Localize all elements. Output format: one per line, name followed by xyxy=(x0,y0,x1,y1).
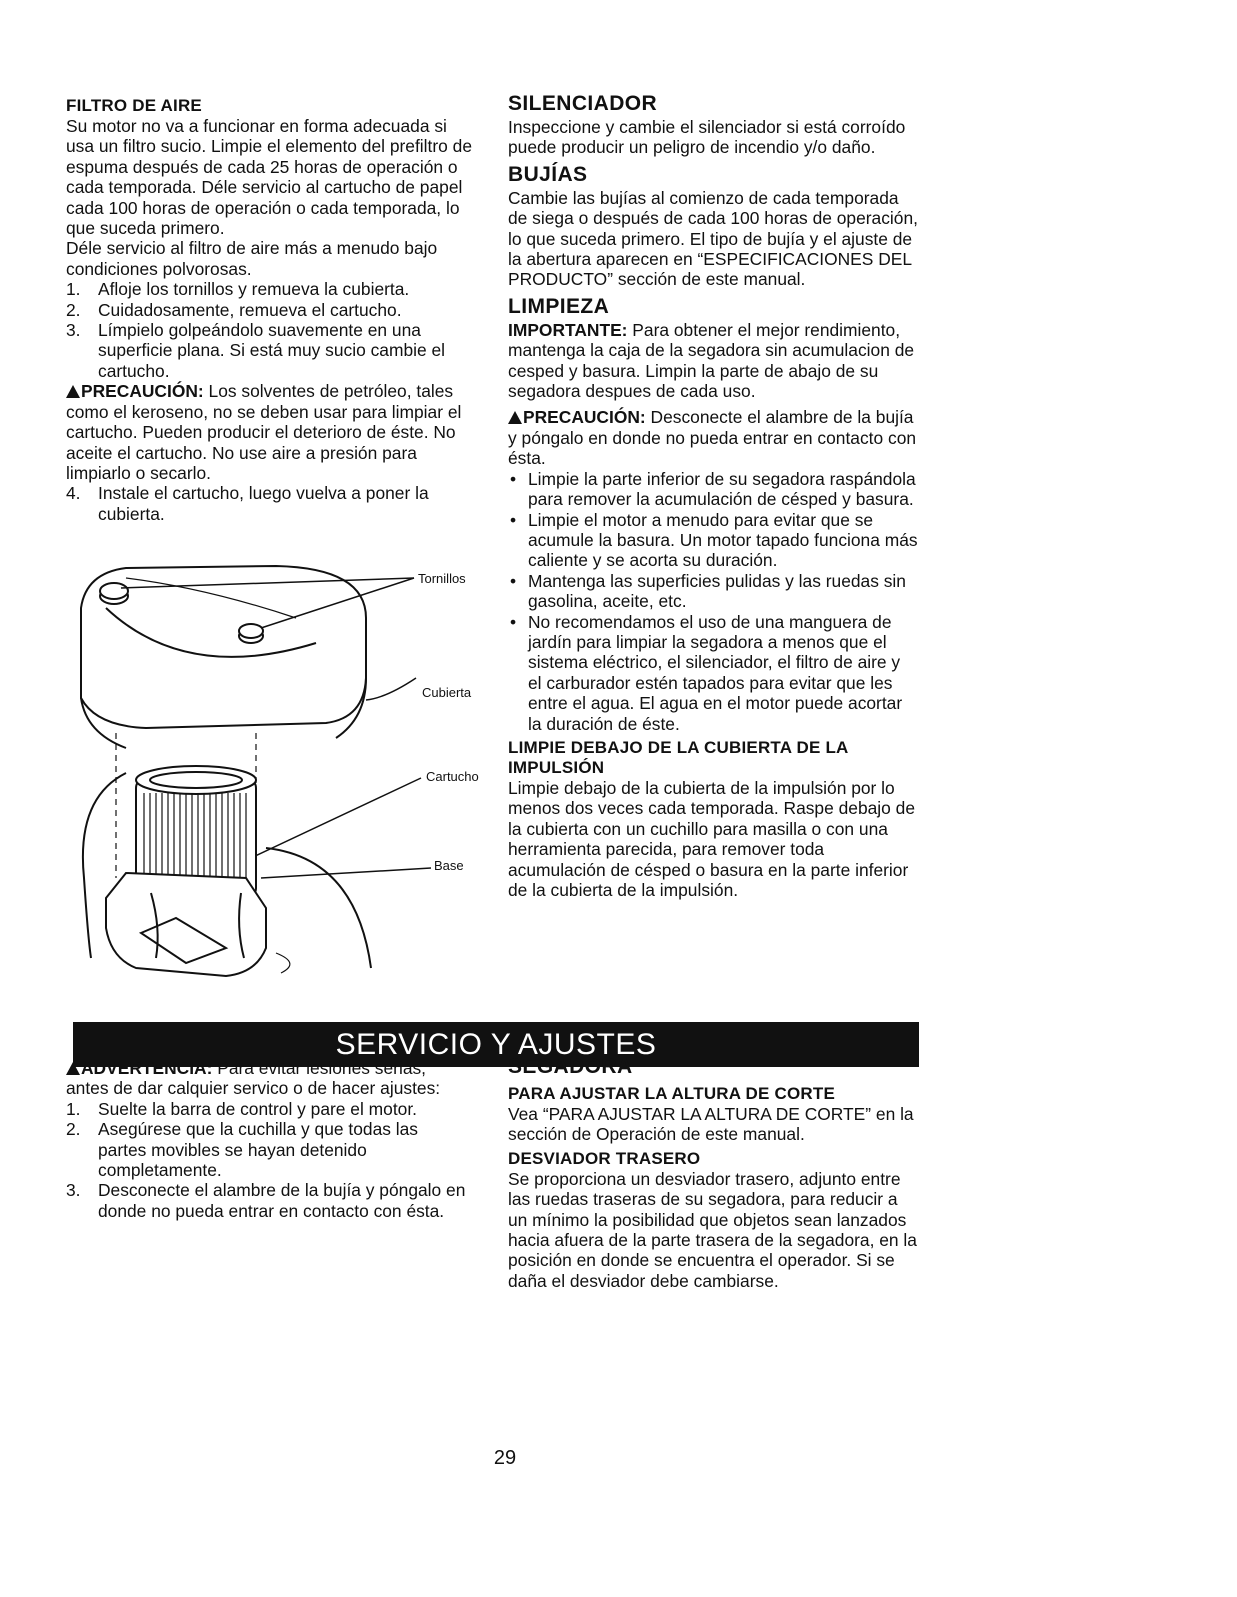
drive-cover-heading: LIMPIE DEBAJO DE LA CUBIERTA DE LA IMPULSIÓN xyxy=(508,737,848,777)
cleaning-caution xyxy=(508,407,918,468)
step-text: Suelte la barra de control y pare el motor. xyxy=(98,1098,418,1119)
cleaning-bullets xyxy=(508,469,918,734)
warning-steps xyxy=(66,1099,466,1221)
muffler-heading: SILENCIADOR xyxy=(508,92,658,115)
list-item xyxy=(66,320,476,381)
section-banner: SERVICIO Y AJUSTES xyxy=(73,1022,919,1067)
cleaning-heading: LIMPIEZA xyxy=(508,294,610,318)
label-cover: Cubierta xyxy=(422,685,472,700)
list-item xyxy=(66,483,476,524)
rear-deflector-heading: DESVIADOR TRASERO xyxy=(508,1148,701,1168)
rear-deflector-text: Se proporciona un desviador trasero, adjunto entre las ruedas traseras de su segadora, para reducir a un mínimo la posibilidad que objetos sean lanzados hacia afuera de la parte trasera de la segadora, en la posición en donde se encuentra el operador. Si se daña el desviador debe cambiarse. xyxy=(508,1168,917,1291)
step-text: Límpielo golpeándolo suavemente en una superficie plana. Si está muy sucio cambie el cartucho. xyxy=(98,320,446,381)
list-item: • Limpie la parte inferior de su segadora raspándola para remover la acumulación de césped y basura. xyxy=(508,469,918,510)
air-filter-caution xyxy=(66,381,476,483)
list-item: • Mantenga las superficies pulidas y las ruedas sin gasolina, aceite, etc. xyxy=(508,571,918,612)
mower-heading: SEGADORA xyxy=(508,1055,633,1078)
label-screws: Tornillos xyxy=(418,571,466,586)
caution-label: PRECAUCIÓN: xyxy=(81,381,204,402)
list-item: • No recomendamos el uso de una manguera de jardín para limpiar la segadora a menos que el sistema eléctrico, el silenciador, el filtro de aire y el carburador estén tapados para evitar que les entre el agua. El agua en el motor puede acortar la duración de éste. xyxy=(508,612,918,734)
list-item xyxy=(66,279,476,299)
step-text: Asegúrese que la cuchilla y que todas las partes movibles se hayan detenido completamente. xyxy=(98,1119,418,1181)
step-number: 3. xyxy=(66,1180,81,1201)
air-filter-steps xyxy=(66,279,476,381)
maintenance-right-column xyxy=(508,91,918,900)
important-text: Para obtener el mejor rendimiento, mantenga la caja de la segadora sin acumulacion de cesped y basura. Limpin la parte de abajo de su segadora despues de cada uso. xyxy=(508,319,915,402)
caution-label: PRECAUCIÓN: xyxy=(523,407,646,428)
step-text: Cuidadosamente, remueva el cartucho. xyxy=(98,299,402,320)
step-number: 3. xyxy=(66,320,81,341)
list-item xyxy=(66,1099,466,1119)
list-item xyxy=(66,1119,466,1180)
list-item xyxy=(66,1180,466,1221)
caution-text: Desconecte el alambre de la bujía y póngalo en donde no pueda entrar en contacto con ésta. xyxy=(508,407,917,469)
warning-triangle-icon xyxy=(508,411,522,424)
warning-triangle-icon xyxy=(66,385,80,398)
page-number: 29 xyxy=(493,1447,517,1469)
warning-section xyxy=(66,1058,466,1221)
spark-plugs-heading: BUJÍAS xyxy=(508,162,588,186)
caution-text: Los solventes de petróleo, tales como el keroseno, no se deben usar para limpiar el cartucho. Pueden producir el deterioro de éste. No aceite el cartucho. No use aire a presión para limpiarlo o secarlo. xyxy=(66,381,462,483)
warning-triangle-icon xyxy=(66,1062,80,1075)
muffler-text: Inspeccione y cambie el silenciador si está corroído puede producir un peligro de incendio y/o daño. xyxy=(508,117,906,158)
air-filter-diagram xyxy=(66,548,496,998)
step-number: 2. xyxy=(66,1119,81,1140)
warning-label: ADVERTENCIA: xyxy=(81,1058,213,1078)
label-base: Base xyxy=(434,858,464,873)
list-item: • Limpie el motor a menudo para evitar que se acumule la basura. Un motor tapado funciona más caliente y se acorta su duración. xyxy=(508,510,918,571)
cut-height-text: Vea “PARA AJUSTAR LA ALTURA DE CORTE” en la sección de Operación de este manual. xyxy=(508,1104,914,1145)
label-cartridge: Cartucho xyxy=(426,769,479,784)
air-filter-step-4 xyxy=(66,483,476,524)
step-text: Instale el cartucho, luego vuelva a poner la cubierta. xyxy=(98,483,429,524)
step-number: 2. xyxy=(66,299,81,320)
mower-section xyxy=(508,1054,918,1291)
cut-height-heading: PARA AJUSTAR LA ALTURA DE CORTE xyxy=(508,1084,835,1103)
step-number: 4. xyxy=(66,483,81,504)
spark-plugs-text: Cambie las bujías al comienzo de cada temporada de siega o después de cada 100 horas de operación, lo que suceda primero. El tipo de bujía y el ajuste de la abertura aparecen en “ESPECIFICACIONES DEL PRODUCTO” sección de este manual. xyxy=(508,187,918,290)
step-text: Desconecte el alambre de la bujía y póngalo en donde no pueda entrar en contacto con ésta. xyxy=(98,1180,466,1221)
warning-text: Para evitar lesiónes serias, antes de dar calquier servico o de hacer ajustes: xyxy=(66,1058,441,1099)
air-filter-intro: Su motor no va a funcionar en forma adecuada si usa un filtro sucio. Limpie el elemento del prefiltro de espuma después de cada 25 horas de operación o cada temporada. Déle servicio al cartucho de papel cada 100 horas de operación o cada temporada, lo que suceda primero. xyxy=(66,116,472,239)
list-item xyxy=(66,300,476,320)
cleaning-important xyxy=(508,320,918,402)
step-number: 1. xyxy=(66,279,81,300)
air-filter-heading: FILTRO DE AIRE xyxy=(66,96,202,115)
warning-intro xyxy=(66,1058,466,1099)
important-label: IMPORTANTE: xyxy=(508,319,628,340)
air-filter-section xyxy=(66,96,476,524)
drive-cover-text: Limpie debajo de la cubierta de la impulsión por lo menos dos veces cada temporada. Raspe debajo de la cubierta con un cuchillo para masilla o con una herramienta parecida, para remover toda acumulación de césped o basura en la parte inferior de la cubierta de la impulsión. xyxy=(508,777,916,900)
air-filter-dusty-note: Déle servicio al filtro de aire más a menudo bajo condiciones polvorosas. xyxy=(66,238,438,279)
step-text: Afloje los tornillos y remueva la cubierta. xyxy=(98,279,410,300)
step-number: 1. xyxy=(66,1098,81,1119)
